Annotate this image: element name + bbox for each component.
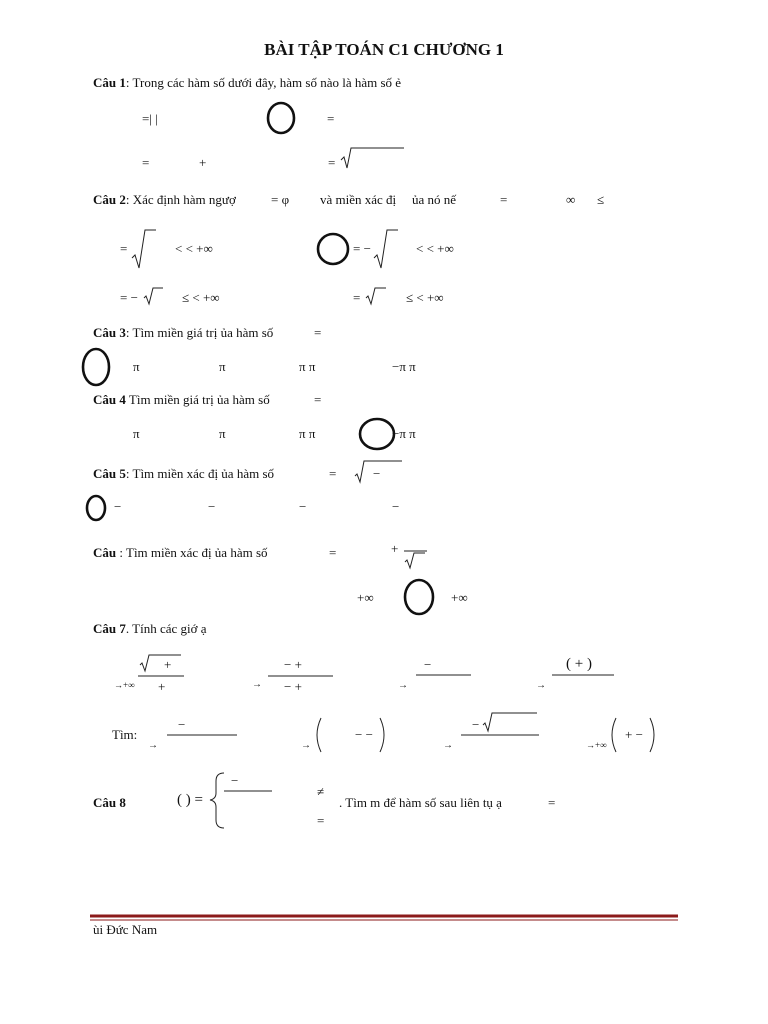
find-3-numerator: − [472, 717, 480, 732]
radical-sign [132, 230, 156, 268]
left-paren [612, 718, 616, 752]
footer-author: ùi Đức Nam [93, 922, 158, 937]
limit-4-subscript: → [536, 680, 546, 691]
question-4 [93, 392, 270, 408]
radical-sign [483, 713, 537, 731]
handwritten-circle [405, 580, 433, 614]
find-4-subscript: →+∞ [586, 740, 607, 750]
limit-3-subscript: → [398, 680, 408, 691]
question-label: Câu 3 [93, 325, 126, 340]
question-1 [93, 75, 401, 91]
handwritten-circle [83, 349, 109, 385]
question-7 [93, 621, 207, 637]
option-a: =| | [142, 111, 158, 126]
limit-4-numerator: ( + ) [566, 656, 592, 672]
piece-2-condition: = [317, 813, 325, 828]
option-b: = [327, 111, 335, 126]
option-a: − [114, 499, 122, 514]
limit-1-subscript: →+∞ [114, 680, 135, 690]
option-d: −π π [392, 426, 416, 441]
question-label: Câu 5 [93, 466, 126, 481]
option-d: − [392, 499, 400, 514]
limit-3-numerator: − [424, 657, 432, 672]
question-label: Câu 2 [93, 192, 126, 207]
handwritten-circle [268, 103, 294, 133]
equals-sign: = [329, 545, 337, 560]
handwritten-circle [360, 419, 394, 449]
option-c: π π [299, 426, 316, 441]
limit-2-subscript: → [252, 679, 262, 690]
equals-sign: = [329, 466, 337, 481]
find-1-numerator: − [178, 717, 186, 732]
option-b: π [219, 426, 226, 441]
radical-sign [341, 148, 404, 168]
radical-sign [140, 655, 181, 671]
limit-1-denominator: + [158, 679, 166, 694]
option-c-plus: + [199, 155, 207, 170]
question-label: Câu 4 [93, 392, 126, 407]
question-text: : Trong các hàm số dưới đây, hàm số nào là hàm số ẻ [125, 75, 402, 90]
question-label: Câu 8 [93, 795, 126, 810]
limit-2-numerator: − + [284, 657, 302, 672]
option-a: = [120, 241, 128, 256]
find-4-body: + − [625, 727, 643, 742]
question-2 [93, 192, 236, 208]
question-text-domain: và miền xác đị [320, 192, 397, 207]
option-a: π [133, 359, 140, 374]
question-text-if: ủa nó nế [412, 192, 457, 207]
radical-sign [374, 230, 398, 268]
question-5 [93, 466, 274, 482]
page-title: BÀI TẬP TOÁN C1 CHƯƠNG 1 [264, 40, 504, 59]
question-label: Câu [93, 545, 117, 560]
piece-1-condition: ≠ [317, 784, 325, 799]
infinity-sign: ∞ [566, 192, 576, 207]
option-d: = [353, 290, 361, 305]
right-paren [650, 718, 654, 752]
find-3-subscript: → [443, 740, 453, 751]
question-text: : Tìm miền xác đị ủa hàm số [116, 545, 268, 560]
question-text: . Tìm m để hàm số sau liên tụ ạ [339, 795, 502, 810]
find-label: Tìm: [112, 727, 138, 742]
question-8 [93, 795, 126, 811]
option-b: − [208, 499, 216, 514]
question-text: : Tìm miền xác đị ủa hàm số [125, 466, 275, 481]
option-a: +∞ [357, 590, 374, 605]
find-2-subscript: → [301, 740, 311, 751]
equals-sign: = [500, 192, 508, 207]
option-b: π [219, 359, 226, 374]
handwritten-circle [87, 496, 105, 520]
equals-sign: = [314, 325, 322, 340]
function-f: ( ) = [177, 792, 203, 808]
inverse-phi: = φ [271, 192, 290, 207]
option-a-range: < < +∞ [175, 241, 213, 256]
option-c: = − [120, 290, 138, 305]
option-c: − [299, 499, 307, 514]
radicand-minus: − [373, 466, 381, 481]
limit-2-denominator: − + [284, 679, 302, 694]
radical-sign [405, 553, 425, 568]
equals-sign: = [314, 392, 322, 407]
option-d: = [328, 155, 336, 170]
option-b: +∞ [451, 590, 468, 605]
option-c-range: ≤ < +∞ [182, 290, 220, 305]
question-3 [93, 325, 273, 341]
radical-sign [366, 288, 386, 304]
option-a: π [133, 426, 140, 441]
piece-1-numerator: − [231, 773, 239, 788]
option-b: = − [353, 241, 371, 256]
option-d: −π π [392, 359, 416, 374]
find-1-subscript: → [148, 740, 158, 751]
question-label: Câu 7 [93, 621, 126, 636]
left-brace [210, 773, 224, 828]
question-text: : Xác định hàm ngượ [125, 192, 236, 207]
option-d-range: ≤ < +∞ [406, 290, 444, 305]
find-2-body: − − [355, 727, 373, 742]
left-paren [317, 718, 321, 752]
option-b-range: < < +∞ [416, 241, 454, 256]
question-6 [93, 545, 268, 561]
question-text: . Tính các giớ ạ [125, 621, 207, 636]
equals-sign: = [548, 795, 556, 810]
question-label: Câu 1 [93, 75, 126, 90]
question-text: Tìm miền giá trị ủa hàm số [125, 392, 270, 407]
option-c: π π [299, 359, 316, 374]
le-sign: ≤ [597, 192, 605, 207]
right-paren [380, 718, 384, 752]
question-text: : Tìm miền giá trị ủa hàm số [125, 325, 274, 340]
plus-sign: + [391, 541, 399, 556]
handwritten-circle [318, 234, 348, 264]
option-c: = [142, 155, 150, 170]
limit-1-numerator: + [164, 657, 172, 672]
radical-sign [144, 288, 163, 304]
